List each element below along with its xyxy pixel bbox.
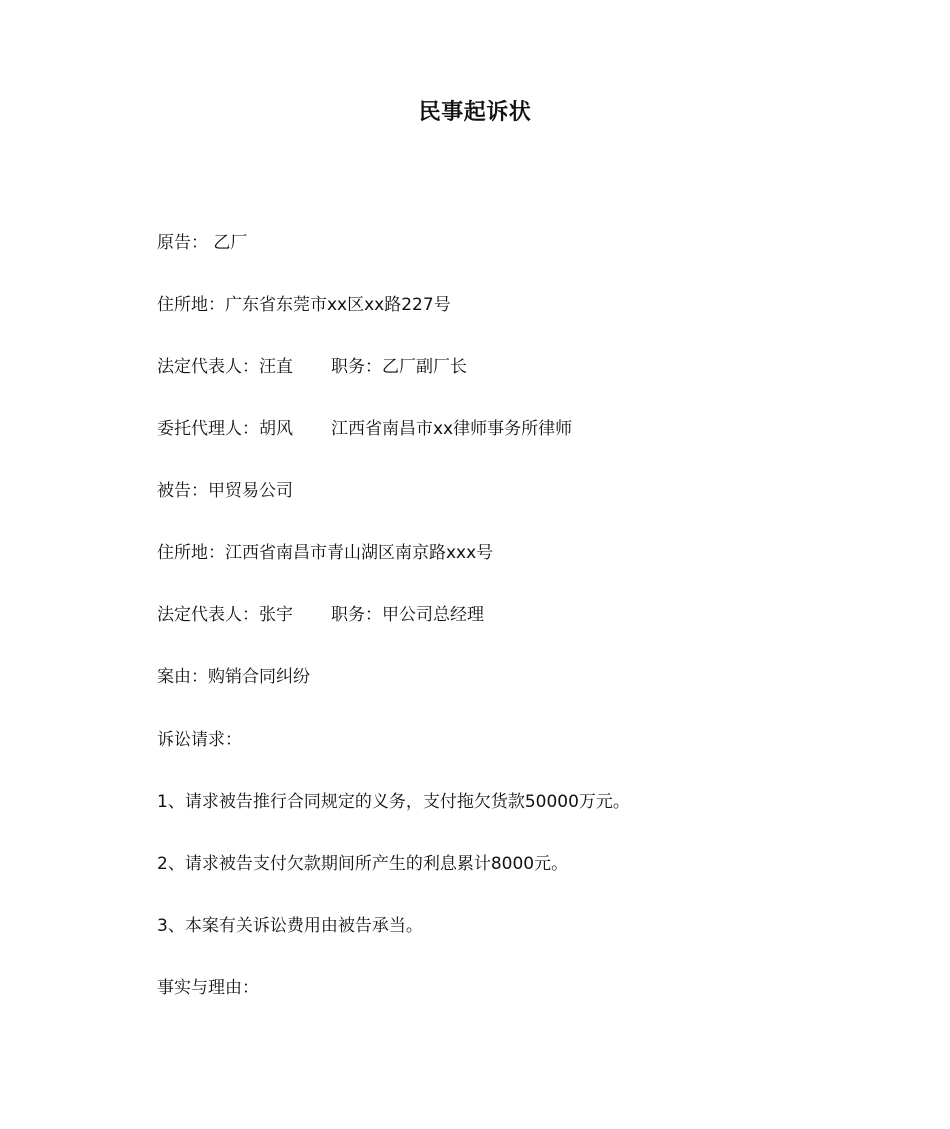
claim-item: [157, 789, 630, 815]
plaintiff-line: [157, 230, 247, 256]
cause-line: [157, 664, 310, 690]
plaintiff-address-text: 住所地：广东省东莞市xx区xx路227号: [157, 295, 451, 315]
plaintiff-address-line: [157, 292, 451, 318]
claim-item: [157, 913, 423, 939]
agent-line: [157, 416, 572, 442]
claims-heading-text: 诉讼请求：: [157, 730, 242, 750]
agent-text: 委托代理人：胡风: [157, 419, 293, 439]
plaintiff-rep-text: 法定代表人：汪直: [157, 357, 293, 377]
defendant-line: [157, 478, 293, 504]
document-title: 民事起诉状: [418, 100, 532, 125]
claim-text: 1、请求被告推行合同规定的义务，支付拖欠货款50000万元。: [157, 792, 630, 812]
plaintiff-rep-line: [157, 354, 467, 380]
facts-heading-text: 事实与理由：: [157, 978, 259, 998]
claim-text: 2、请求被告支付欠款期间所产生的利息累计8000元。: [157, 854, 569, 874]
facts-heading-line: [157, 975, 259, 1001]
defendant-address-line: [157, 540, 493, 566]
defendant-rep-text: 法定代表人：张宇: [157, 605, 293, 625]
plaintiff-text: 原告： 乙厂: [157, 233, 248, 253]
claim-text: 3、本案有关诉讼费用由被告承当。: [157, 916, 423, 936]
defendant-address-text: 住所地：江西省南昌市青山湖区南京路xxx号: [157, 543, 494, 563]
claims-heading-line: [157, 727, 242, 753]
defendant-rep-line: [157, 602, 484, 628]
agent-org-text: 江西省南昌市xx律师事务所律师: [331, 419, 573, 439]
defendant-rep-title-text: 职务：甲公司总经理: [331, 605, 484, 625]
plaintiff-rep-title-text: 职务：乙厂副厂长: [331, 357, 467, 377]
claim-item: [157, 851, 568, 877]
defendant-text: 被告：甲贸易公司: [157, 481, 293, 501]
cause-text: 案由：购销合同纠纷: [157, 667, 310, 687]
